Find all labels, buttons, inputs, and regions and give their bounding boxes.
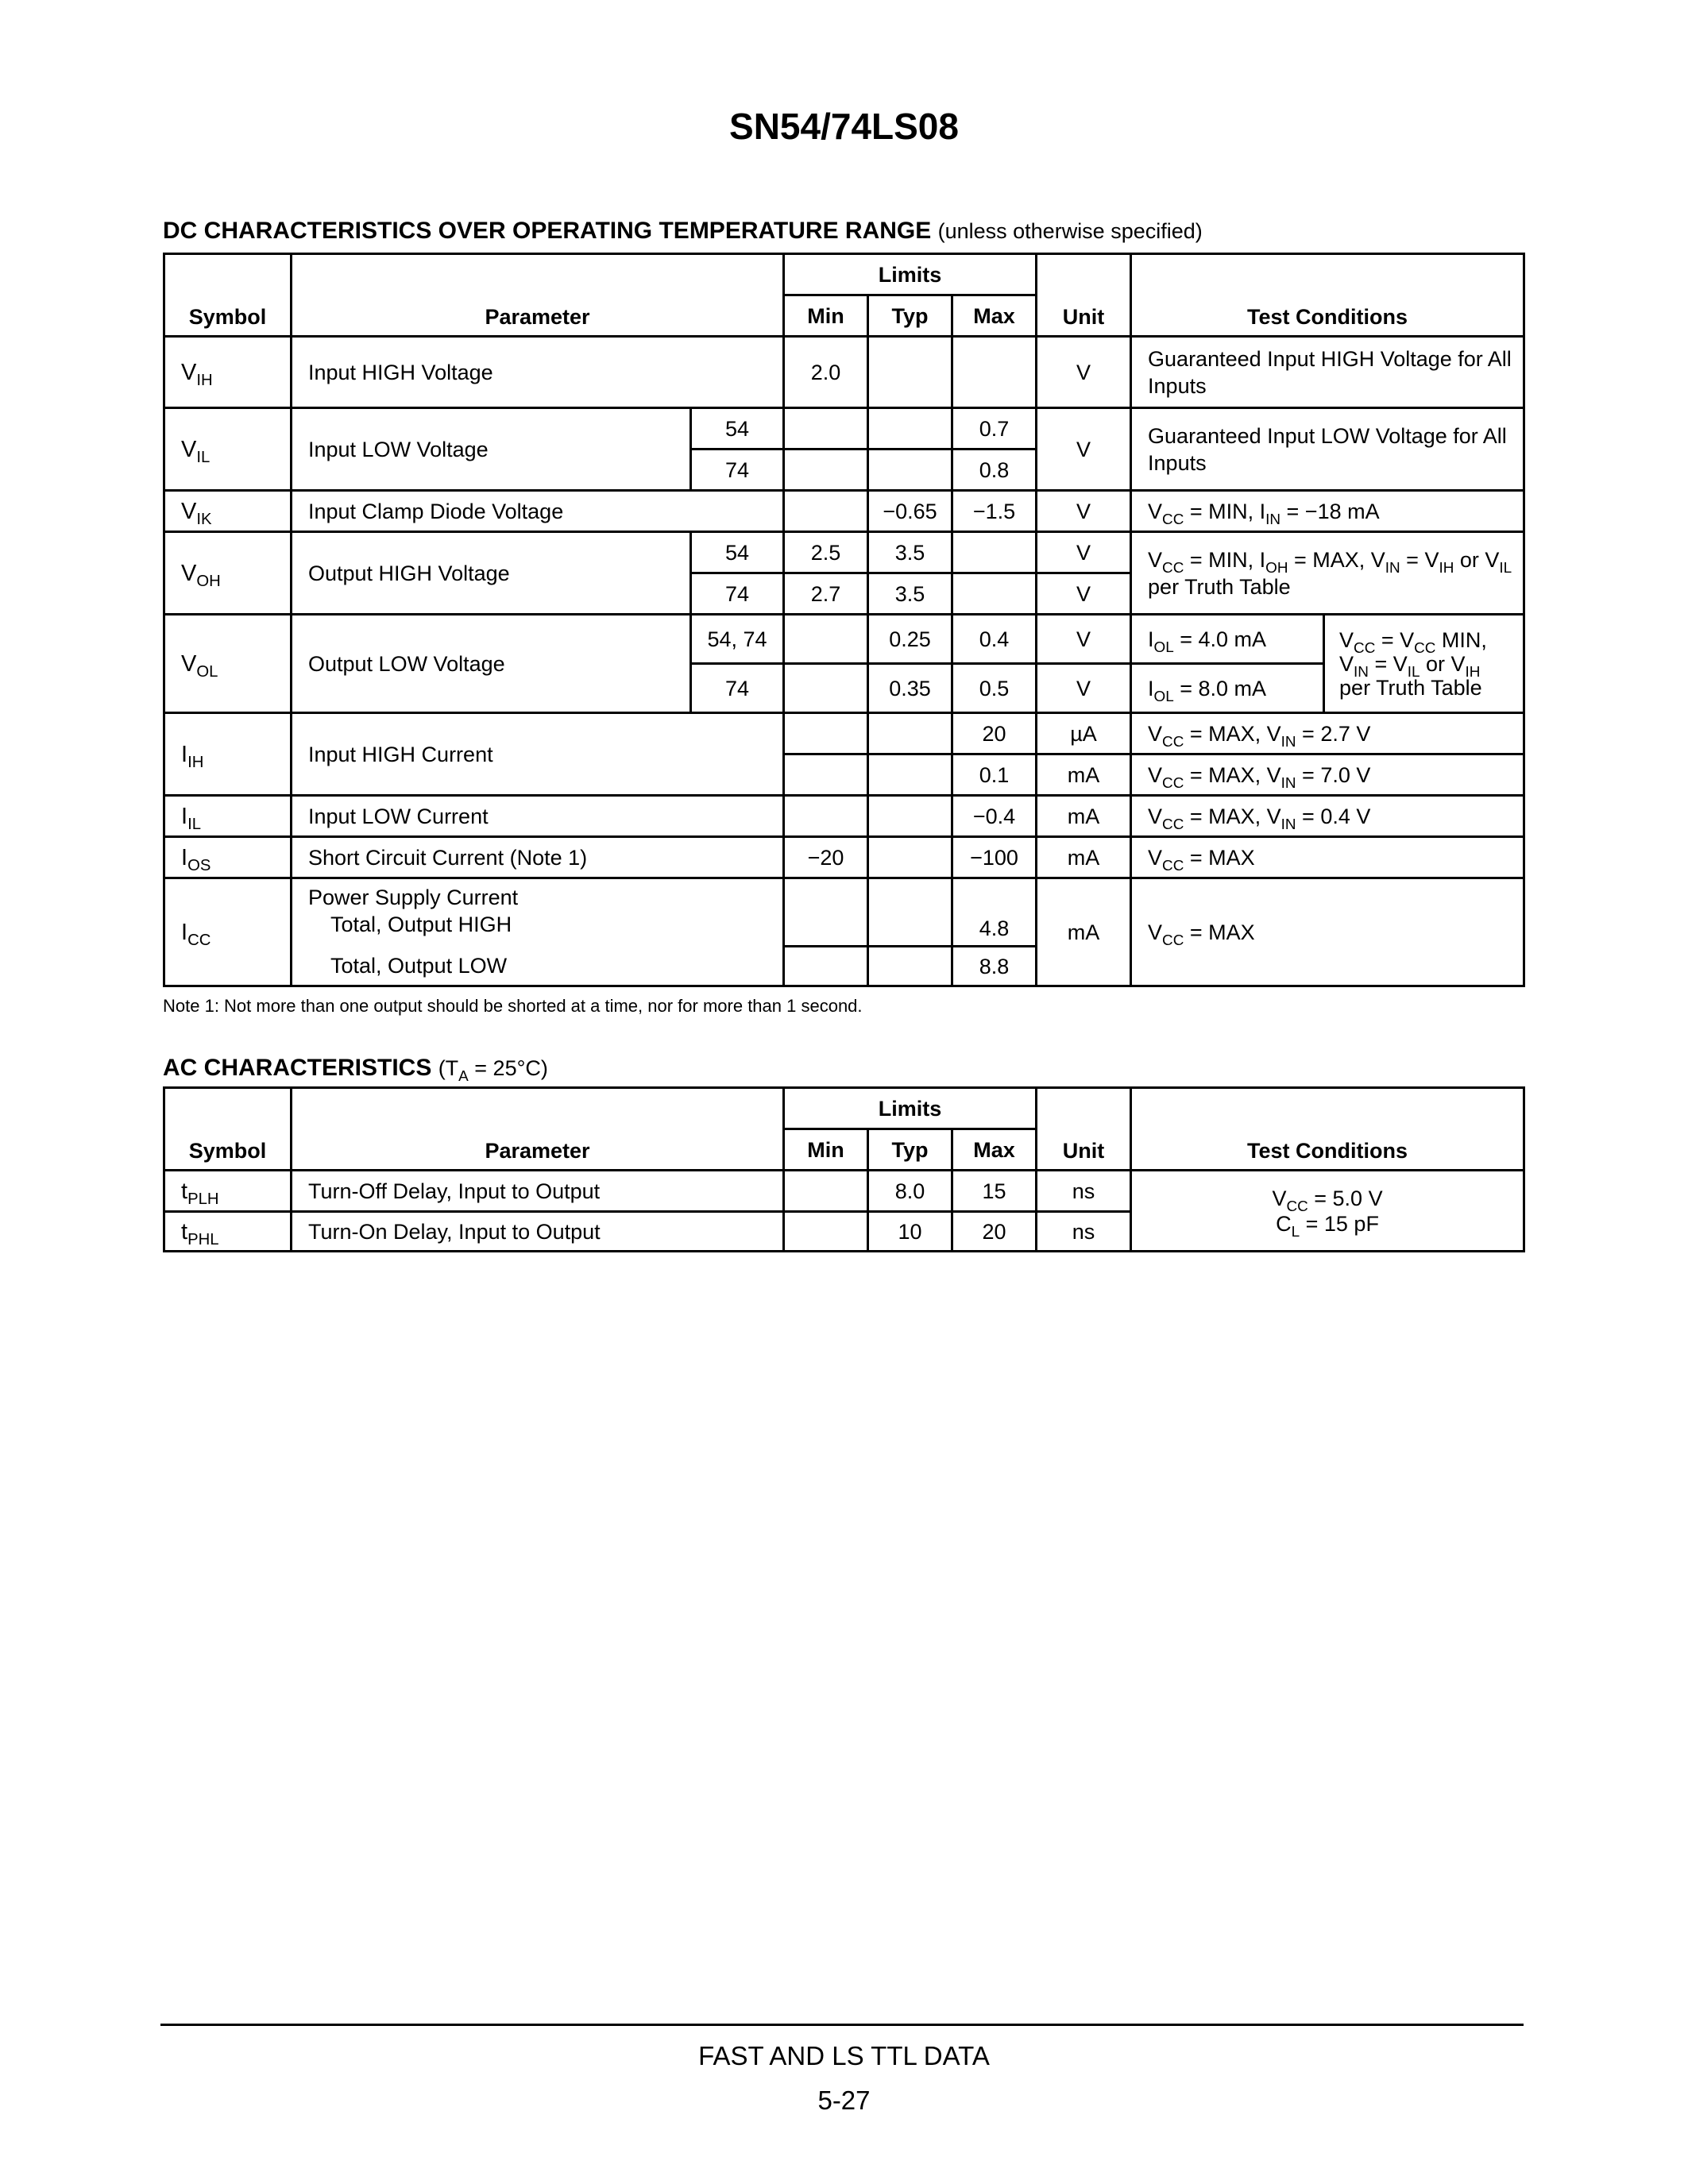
header-symbol: Symbol xyxy=(164,254,292,337)
max-cell: 0.7 xyxy=(952,408,1037,450)
device-cell: 54, 74 xyxy=(691,615,784,664)
typ-cell: 8.0 xyxy=(868,1171,952,1212)
condition-cell: $V_{CC}$ = MAX, $V_{IN} = 2.7$ V xyxy=(1131,713,1524,754)
unit-cell: V xyxy=(1037,337,1131,408)
condition-cell: Guaranteed Input HIGH Voltage for All Inputs xyxy=(1131,337,1524,408)
header-max: Max xyxy=(952,1129,1037,1171)
header-min: Min xyxy=(784,1129,868,1171)
condition-cell: $V_{CC}$ = MAX, $V_{IN} = 7.0$ V xyxy=(1131,754,1524,796)
table-row xyxy=(164,1171,1524,1212)
parameter-cell: Input Clamp Diode Voltage xyxy=(292,491,784,532)
max-cell: 0.4 xyxy=(952,615,1037,664)
page-title: SN54/74LS08 xyxy=(729,106,959,147)
min-cell: 2.5 xyxy=(784,532,868,573)
condition-cell: $V_{CC}$ = MIN, $I_{OH}$ = MAX, $V_{IN} = V_{IH}$ or $V_{IL}$ per Truth Table xyxy=(1131,532,1524,615)
max-cell: −0.4 xyxy=(952,796,1037,837)
device-cell: 74 xyxy=(691,573,784,615)
max-cell: 0.1 xyxy=(952,754,1037,796)
symbol-cell: $V_{OH}$ xyxy=(164,532,292,615)
header-parameter: Parameter xyxy=(292,1088,784,1171)
unit-cell: V xyxy=(1037,573,1131,615)
symbol-cell: $t_{PLH}$ xyxy=(164,1171,292,1212)
table-row xyxy=(164,713,1524,754)
condition-cell: $V_{CC}$ = MAX xyxy=(1131,837,1524,878)
header-unit: Unit xyxy=(1037,254,1131,337)
symbol-cell: $V_{IK}$ xyxy=(164,491,292,532)
symbol-cell: $V_{OL}$ xyxy=(164,615,292,713)
table-row xyxy=(164,408,1524,450)
dc-note: Note 1: Not more than one output should be shorted at a time, nor for more than 1 second. xyxy=(163,996,863,1016)
ac-characteristics-table xyxy=(163,1086,1525,1252)
max-cell: 0.8 xyxy=(952,450,1037,491)
table-row xyxy=(164,491,1524,532)
icc-param-sub1: Total, Output HIGH xyxy=(330,913,512,936)
max-cell: 0.5 xyxy=(952,664,1037,713)
unit-cell: V xyxy=(1037,664,1131,713)
unit-cell: mA xyxy=(1037,796,1131,837)
max-cell: 20 xyxy=(952,1212,1037,1252)
symbol-cell: $I_{IH}$ xyxy=(164,713,292,796)
condition-cell: $I_{OL} = 8.0$ mA xyxy=(1131,664,1324,713)
condition-cell: $V_{CC}$ = MAX xyxy=(1131,878,1524,986)
symbol-cell: $t_{PHL}$ xyxy=(164,1212,292,1252)
parameter-cell: Input HIGH Voltage xyxy=(292,337,784,408)
max-cell: 8.8 xyxy=(952,947,1037,986)
symbol-cell: $V_{IL}$ xyxy=(164,408,292,491)
condition-cell: $I_{OL} = 4.0$ mA xyxy=(1131,615,1324,664)
typ-cell: 3.5 xyxy=(868,532,952,573)
table-row xyxy=(164,837,1524,878)
max-cell: −100 xyxy=(952,837,1037,878)
device-cell: 54 xyxy=(691,408,784,450)
condition-cell: $V_{CC}$ = MIN, $I_{IN} = -18$ mA xyxy=(1131,491,1524,532)
unit-cell: V xyxy=(1037,615,1131,664)
table-row xyxy=(164,615,1524,664)
max-cell: 4.8 xyxy=(952,878,1037,947)
icc-param-sub2: Total, Output LOW xyxy=(330,954,508,978)
min-cell: 2.7 xyxy=(784,573,868,615)
typ-cell: −0.65 xyxy=(868,491,952,532)
icc-param-title: Power Supply Current xyxy=(308,886,519,909)
symbol-cell: $V_{IH}$ xyxy=(164,337,292,408)
unit-cell: V xyxy=(1037,408,1131,491)
symbol-cell: $I_{IL}$ xyxy=(164,796,292,837)
parameter-cell: Turn-Off Delay, Input to Output xyxy=(292,1171,784,1212)
page-number: 5-27 xyxy=(817,2086,871,2115)
unit-cell: mA xyxy=(1037,878,1131,986)
unit-cell: mA xyxy=(1037,837,1131,878)
table-row xyxy=(164,878,1524,947)
parameter-cell: Output HIGH Voltage xyxy=(292,532,691,615)
condition-cell: Guaranteed Input LOW Voltage for All Inputs xyxy=(1131,408,1524,491)
ac-heading xyxy=(163,1055,548,1085)
header-min: Min xyxy=(784,295,868,337)
condition-cell: $V_{CC} = 5.0$ V $C_L = 15$ pF xyxy=(1131,1171,1524,1252)
ac-heading-text: AC CHARACTERISTICS xyxy=(163,1055,432,1081)
parameter-cell: Short Circuit Current (Note 1) xyxy=(292,837,784,878)
dc-heading xyxy=(163,218,1203,245)
device-cell: 74 xyxy=(691,450,784,491)
symbol-cell: $I_{CC}$ xyxy=(164,878,292,986)
unit-cell: ns xyxy=(1037,1171,1131,1212)
ac-heading-note: $(T_A = 25^\circ C)$ xyxy=(438,1056,548,1085)
typ-cell: 10 xyxy=(868,1212,952,1252)
unit-cell: mA xyxy=(1037,754,1131,796)
footer-text: FAST AND LS TTL DATA xyxy=(698,2041,990,2070)
typ-cell: 0.35 xyxy=(868,664,952,713)
min-cell: 2.0 xyxy=(784,337,868,408)
condition-cell: $V_{CC}$ = MAX, $V_{IN} = 0.4$ V xyxy=(1131,796,1524,837)
max-cell: 15 xyxy=(952,1171,1037,1212)
table-row xyxy=(164,337,1524,408)
unit-cell: V xyxy=(1037,532,1131,573)
parameter-cell xyxy=(292,878,784,986)
device-cell: 74 xyxy=(691,664,784,713)
symbol-cell: $I_{OS}$ xyxy=(164,837,292,878)
header-test-conditions: Test Conditions xyxy=(1131,1088,1524,1171)
dc-characteristics-table xyxy=(163,253,1525,987)
header-test-conditions: Test Conditions xyxy=(1131,254,1524,337)
unit-cell: ns xyxy=(1037,1212,1131,1252)
max-cell: 20 xyxy=(952,713,1037,754)
header-typ: Typ xyxy=(868,1129,952,1171)
footer-divider xyxy=(160,2024,1524,2026)
parameter-cell: Turn-On Delay, Input to Output xyxy=(292,1212,784,1252)
header-limits: Limits xyxy=(784,1088,1037,1129)
max-cell: −1.5 xyxy=(952,491,1037,532)
typ-cell: 3.5 xyxy=(868,573,952,615)
dc-heading-text: DC CHARACTERISTICS OVER OPERATING TEMPERATURE RANGE xyxy=(163,218,932,244)
header-typ: Typ xyxy=(868,295,952,337)
header-symbol: Symbol xyxy=(164,1088,292,1171)
typ-cell: 0.25 xyxy=(868,615,952,664)
header-limits: Limits xyxy=(784,254,1037,295)
dc-heading-note: (unless otherwise specified) xyxy=(937,219,1203,243)
table-row xyxy=(164,532,1524,573)
condition-shared-cell: $V_{CC} = V_{CC}$ MIN, $V_{IN} = V_{IL}$ or $V_{IH}$ per Truth Table xyxy=(1324,615,1524,713)
parameter-cell: Input LOW Voltage xyxy=(292,408,691,491)
unit-cell: V xyxy=(1037,491,1131,532)
parameter-cell: Input LOW Current xyxy=(292,796,784,837)
parameter-cell: Output LOW Voltage xyxy=(292,615,691,713)
unit-cell: µA xyxy=(1037,713,1131,754)
header-parameter: Parameter xyxy=(292,254,784,337)
table-row xyxy=(164,796,1524,837)
parameter-cell: Input HIGH Current xyxy=(292,713,784,796)
header-max: Max xyxy=(952,295,1037,337)
min-cell: −20 xyxy=(784,837,868,878)
header-unit: Unit xyxy=(1037,1088,1131,1171)
device-cell: 54 xyxy=(691,532,784,573)
